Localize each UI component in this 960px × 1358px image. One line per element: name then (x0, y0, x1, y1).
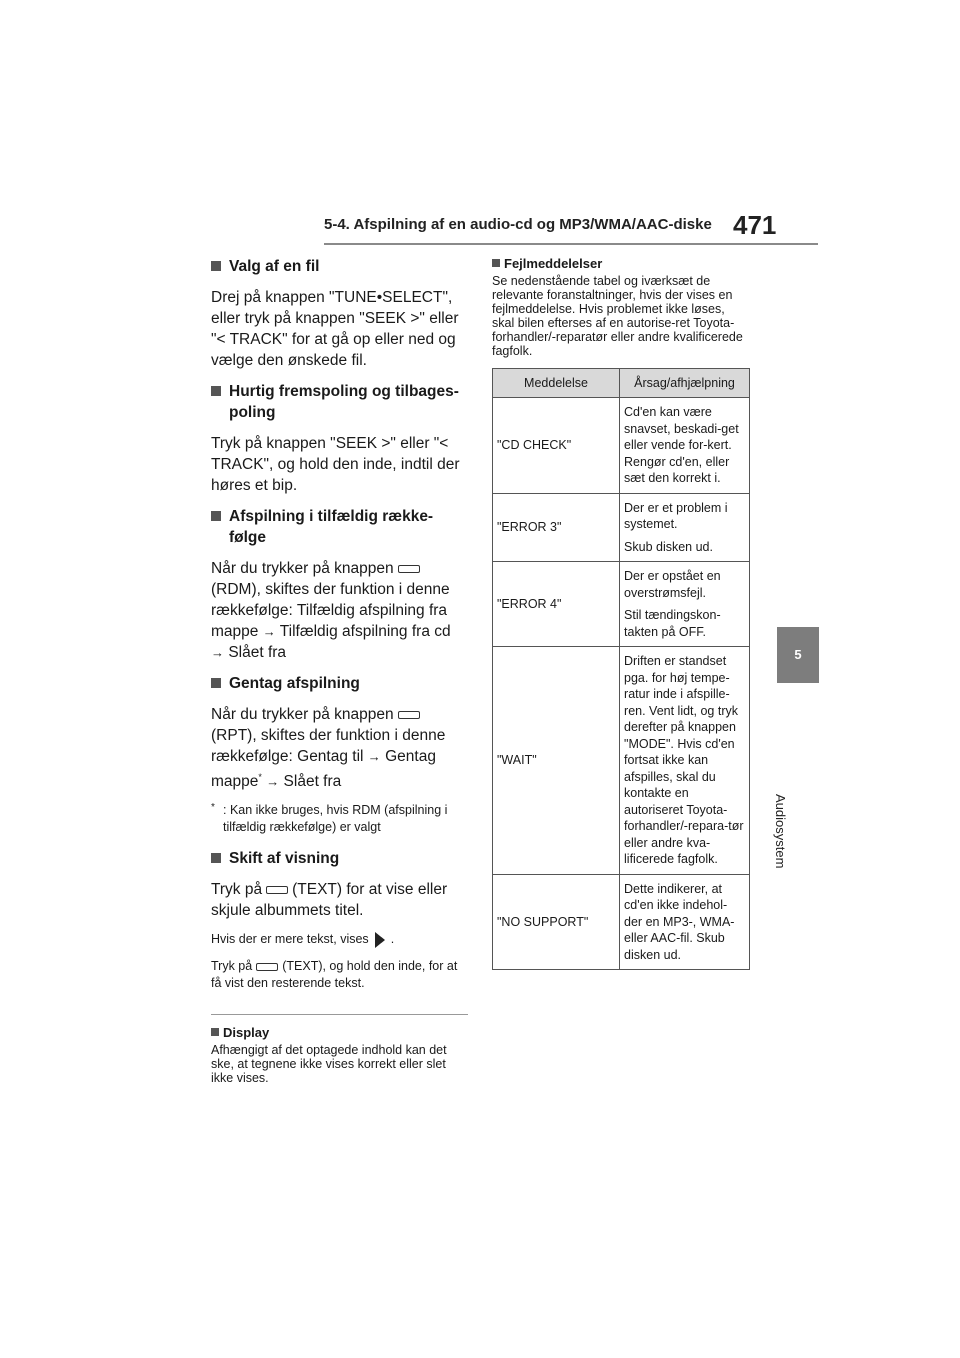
message-cell: "WAIT" (493, 647, 620, 875)
chapter-tab: 5 (777, 627, 819, 683)
text: Dette indikerer, at cd'en ikke indehol-der en MP3-, WMA- eller AAC-fil. Skub disken ud. (624, 881, 735, 962)
arrow-right-icon: → (262, 624, 276, 639)
footnote-mark: * (211, 802, 215, 814)
text: Gentag mappe (211, 748, 436, 791)
text: Tryk på (211, 881, 263, 899)
error-table (492, 368, 750, 970)
bullet-square-icon (211, 511, 221, 521)
footnote (211, 802, 468, 836)
paragraph (211, 879, 468, 921)
paragraph (211, 558, 468, 663)
info-body: Afhængigt af det optagede indhold kan det ske, at tegnene ikke vises korrekt eller slet ikke vises. (211, 1043, 447, 1086)
arrow-right-icon: → (211, 645, 224, 660)
rpt-button-icon (398, 711, 420, 719)
text: (RDM), skiftes der funktion i denne rækkefølge: Tilfældig afspilning fra mappe (211, 581, 450, 640)
left-column (211, 256, 468, 1085)
bullet-square-icon (211, 1028, 219, 1036)
footnote-text: : Kan ikke bruges, hvis RDM (afspilning i tilfældig rækkefølge) er valgt (223, 803, 448, 835)
paragraph-small (211, 958, 468, 992)
heading-text: Afspilning i tilfældig række-følge (229, 508, 434, 546)
bullet-square-icon (492, 259, 500, 267)
heading-text: Skift af visning (229, 850, 340, 868)
column-header: Årsag/afhjælpning (620, 369, 750, 398)
text: Skub disken ud. (624, 539, 713, 554)
next-arrow-icon (375, 932, 385, 948)
bullet-square-icon (211, 678, 221, 688)
cause-cell (620, 562, 750, 647)
text: (TEXT), og hold den inde, for at få vist den resterende tekst. (211, 959, 458, 991)
arrow-right-icon: → (266, 774, 280, 790)
section-heading (211, 381, 468, 423)
cause-cell (620, 398, 750, 494)
text: Tilfældig afspilning fra cd (279, 623, 451, 640)
table-header-row (493, 369, 750, 398)
info-heading (492, 256, 750, 272)
text: Tryk på (211, 959, 253, 974)
text-button-icon (266, 886, 288, 894)
text: Der er opstået en overstrømsfejl. (624, 569, 721, 600)
text: Cd'en kan være snavset, beskadi-get eller vende for-kert. (624, 405, 739, 452)
bullet-square-icon (211, 853, 221, 863)
heading-text: Fejlmeddelelser (504, 256, 603, 271)
chapter-label-text: Audiosystem (773, 794, 788, 869)
table-row (493, 562, 750, 647)
heading-text: Display (223, 1025, 270, 1041)
text: Hvis der er mere tekst, vises (211, 932, 369, 947)
table-row (493, 874, 750, 970)
table-row (493, 398, 750, 494)
cause-cell (620, 874, 750, 970)
section-heading (211, 256, 468, 277)
chapter-label (773, 694, 802, 869)
message-cell: "ERROR 3" (493, 493, 620, 562)
text: . (390, 932, 395, 947)
cause-cell (620, 647, 750, 875)
heading-text: Hurtig fremspoling og tilbages-poling (229, 383, 459, 421)
paragraph: Drej på knappen "TUNE•SELECT", eller tryk på knappen "SEEK >" eller "< TRACK" for at gå op eller ned og vælge den ønskede fil. (211, 289, 459, 369)
table-row (493, 647, 750, 875)
message-cell: "NO SUPPORT" (493, 874, 620, 970)
text: Der er et problem i systemet. (624, 500, 728, 531)
text: Rengør cd'en, eller sæt den korrekt i. (624, 454, 730, 485)
divider (211, 1014, 468, 1015)
section-header-title: 5-4. Afspilning af en audio-cd og MP3/WMA/AAC-diske (324, 216, 712, 233)
text: (TEXT) for at vise eller skjule albummets titel. (211, 881, 448, 920)
cause-cell (620, 493, 750, 562)
heading-text: Valg af en fil (229, 258, 320, 275)
text: Når du trykker på knappen (211, 560, 394, 577)
paragraph (211, 704, 468, 792)
header-rule (324, 243, 818, 245)
table-row (493, 493, 750, 562)
column-header: Meddelelse (493, 369, 620, 398)
text: Slået fra (283, 773, 342, 791)
page-number: 471 (733, 210, 777, 240)
section-heading (211, 848, 468, 869)
text: (RPT), skiftes der funktion i denne rækkefølge: Gentag til (211, 727, 446, 765)
text: Når du trykker på knappen (211, 706, 394, 723)
bullet-square-icon (211, 386, 221, 396)
footnote-mark: * (258, 772, 262, 782)
info-heading (211, 1025, 468, 1041)
text: Slået fra (228, 644, 287, 661)
paragraph-small (211, 931, 468, 948)
bullet-square-icon (211, 261, 221, 271)
message-cell: "ERROR 4" (493, 562, 620, 647)
rdm-button-icon (398, 565, 420, 573)
heading-text: Gentag afspilning (229, 675, 360, 692)
text-button-icon (256, 963, 278, 971)
arrow-right-icon: → (367, 749, 381, 764)
section-heading (211, 673, 468, 694)
paragraph: Tryk på knappen "SEEK >" eller "< TRACK", og hold den inde, indtil der høres et bip. (211, 435, 460, 494)
text: Driften er standset pga. for høj tempe-ratur inde i afspille-ren. Vent lidt, og tryk derefter på knappen "MODE". Hvis cd'en fortsat ikke kan afspilles, skal du kontakte en autoriseret Toyota-forhandler/-repara-tør eller andre kva-lificerede fagfolk. (624, 654, 744, 866)
text: Stil tændingskon-takten på OFF. (624, 608, 721, 639)
message-cell: "CD CHECK" (493, 398, 620, 494)
info-body: Se nedenstående tabel og iværksæt de relevante foranstaltninger, hvis der vises en fejlmeddelelse. Hvis problemet ikke løses, skal bilen efterses af en autorise-ret Toyota-forhandler/-reparatør eller andre kvalificerede fagfolk. (492, 274, 743, 358)
section-heading (211, 506, 468, 548)
right-column (492, 256, 750, 970)
